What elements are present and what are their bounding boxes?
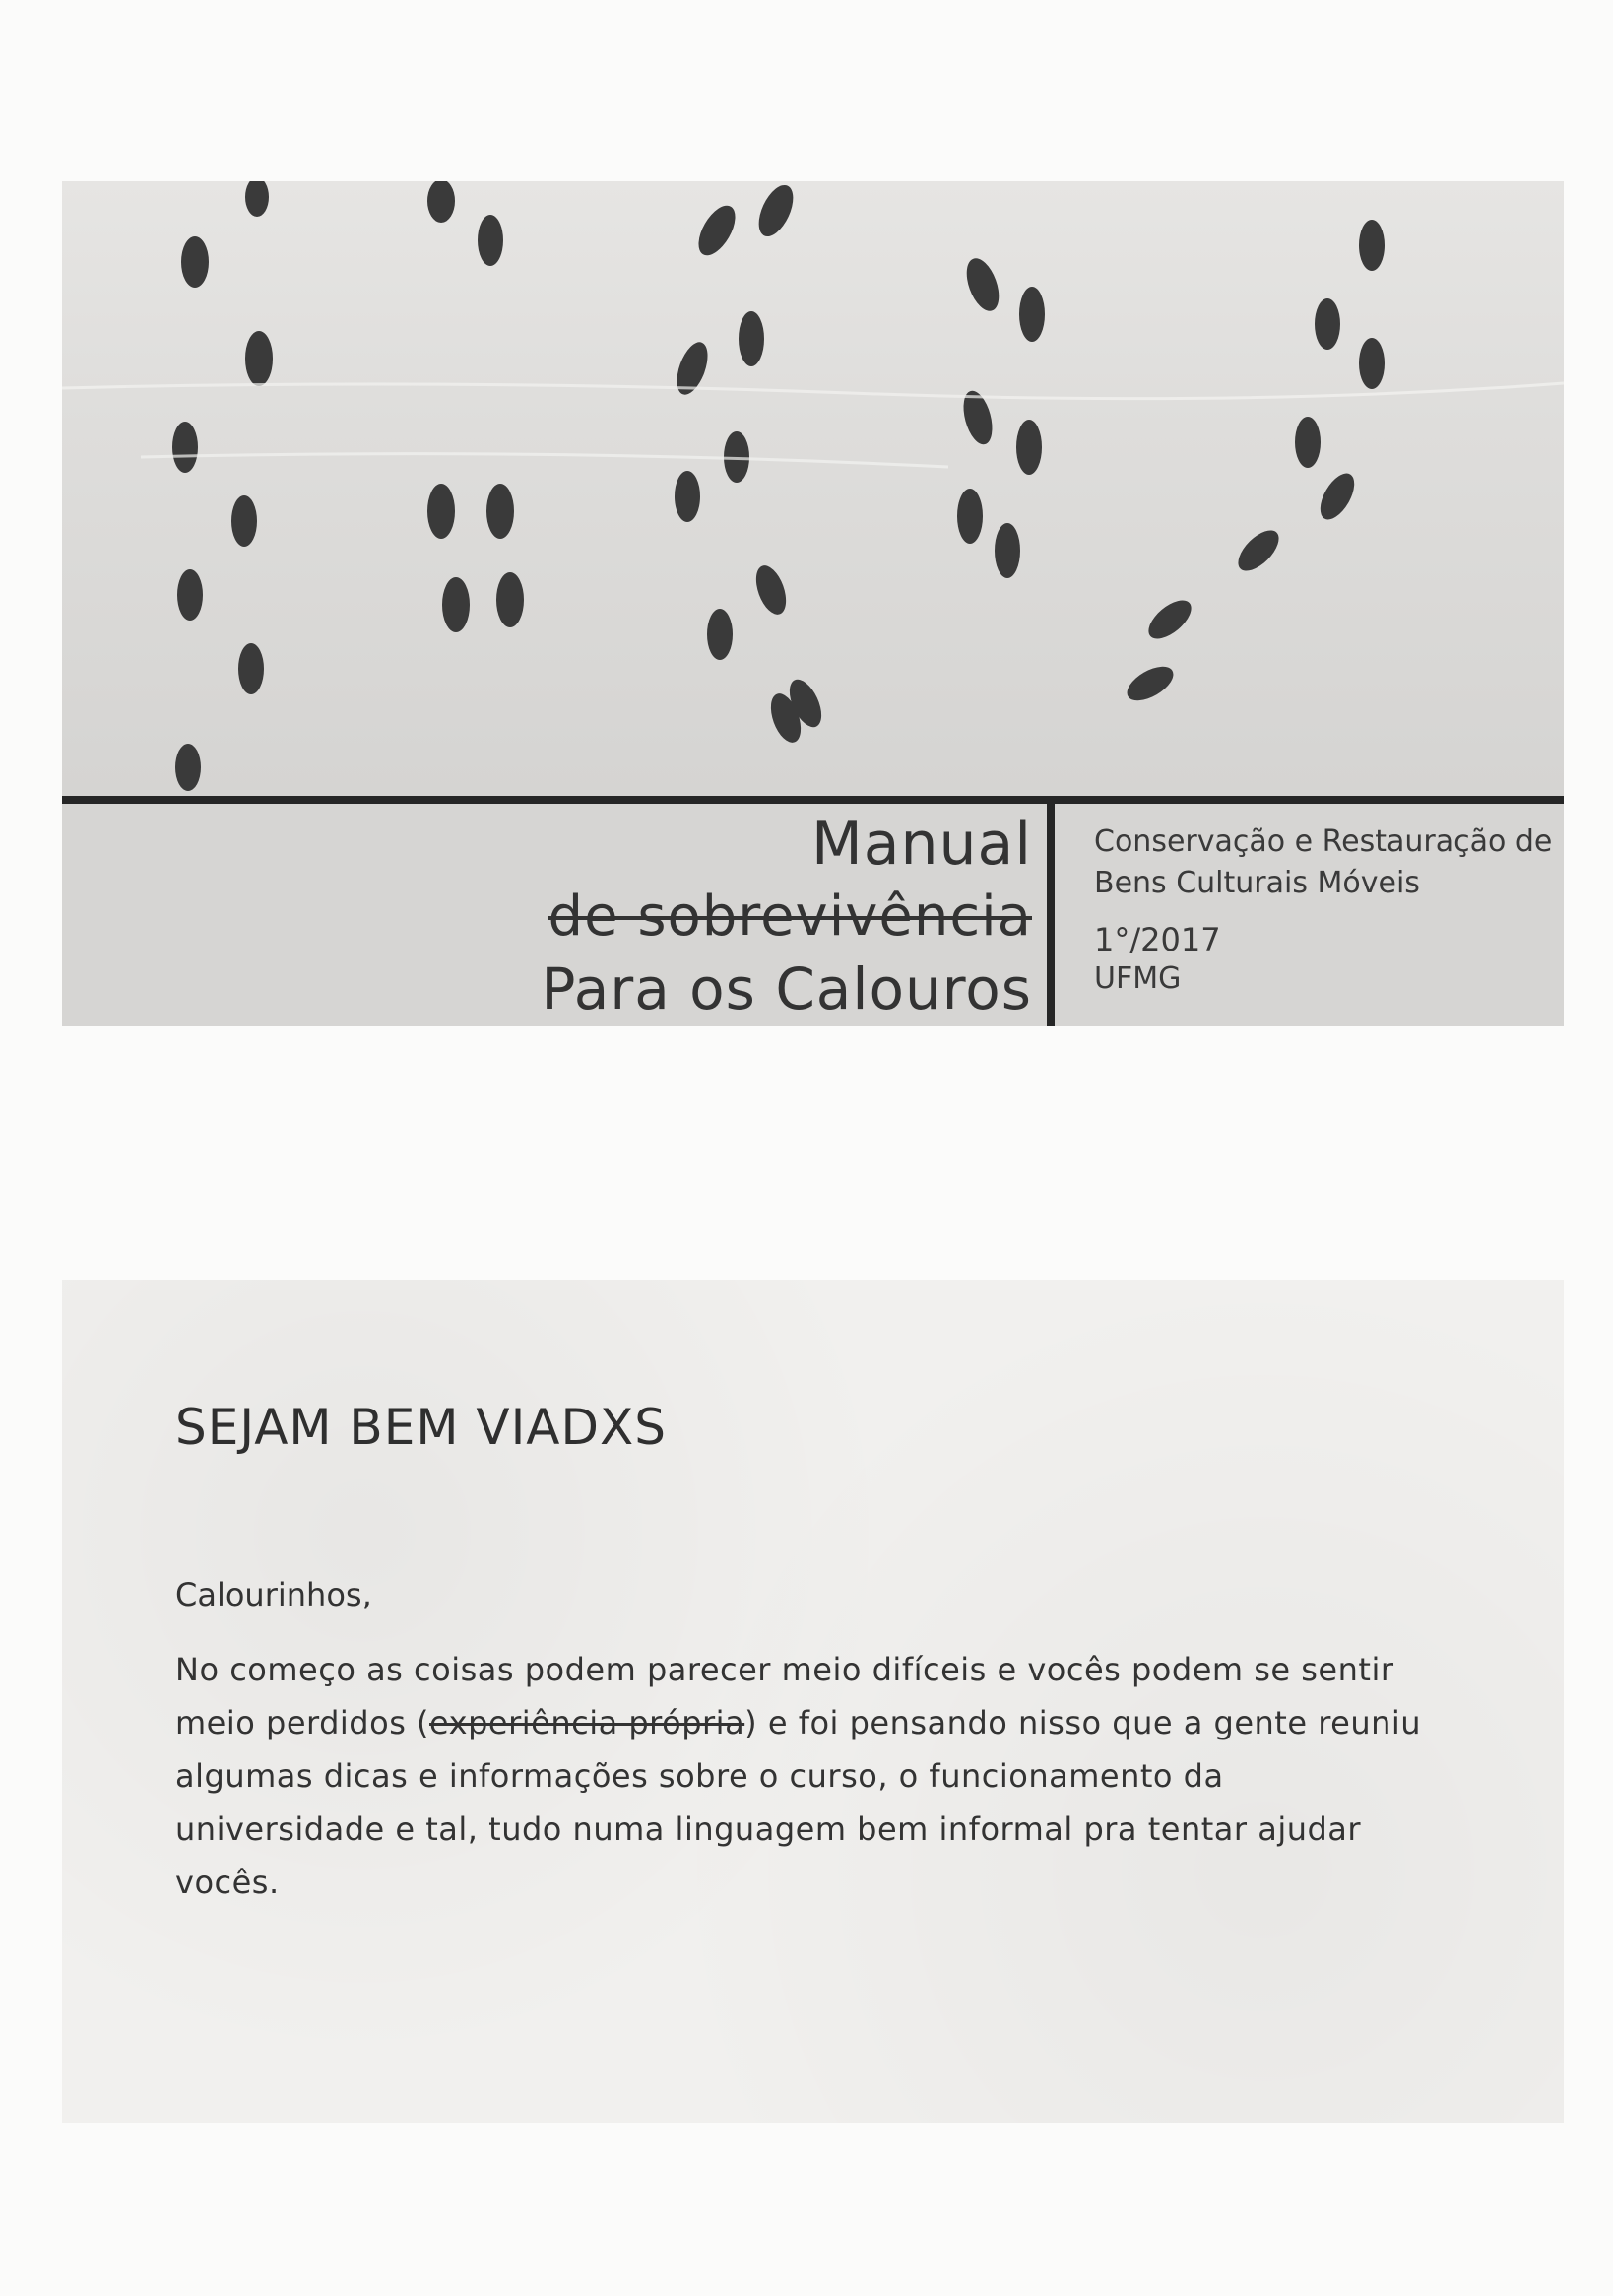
body-struck: experiência própria bbox=[429, 1704, 745, 1741]
footprint bbox=[427, 484, 455, 539]
footprint bbox=[995, 523, 1020, 578]
footprint bbox=[245, 331, 273, 386]
title-calouros: Para os Calouros bbox=[541, 955, 1032, 1022]
welcome-section bbox=[62, 1280, 1564, 2123]
title-struck: de sobrevivência bbox=[548, 885, 1032, 949]
footprint bbox=[496, 572, 524, 627]
footprint bbox=[1142, 593, 1198, 645]
cover-banner bbox=[62, 181, 1564, 1026]
footprint bbox=[1315, 298, 1340, 350]
semester: 1°/2017 bbox=[1094, 921, 1221, 958]
footprint bbox=[1314, 468, 1362, 525]
course-name-line2: Bens Culturais Móveis bbox=[1094, 866, 1420, 900]
greeting: Calourinhos, bbox=[175, 1576, 372, 1613]
footprint bbox=[238, 643, 264, 694]
cover-title bbox=[541, 806, 1032, 1026]
footprint bbox=[442, 577, 470, 632]
divider-vertical bbox=[1047, 804, 1055, 1026]
footprint bbox=[172, 422, 198, 473]
footprint bbox=[245, 181, 269, 217]
footprint bbox=[739, 311, 764, 366]
footprint bbox=[231, 495, 257, 547]
footprint bbox=[750, 561, 792, 619]
title-manual: Manual bbox=[810, 810, 1032, 879]
footprints-photo bbox=[62, 181, 1564, 796]
footprint bbox=[707, 609, 733, 660]
footprint bbox=[960, 254, 1004, 315]
footprint bbox=[957, 489, 983, 544]
divider-horizontal bbox=[62, 796, 1564, 804]
footprints-icon bbox=[62, 181, 1564, 796]
footprint bbox=[1295, 417, 1321, 468]
footprint bbox=[177, 569, 203, 621]
footprint bbox=[181, 236, 209, 288]
footprint bbox=[478, 215, 503, 266]
university: UFMG bbox=[1094, 961, 1182, 996]
body-part2: ) e foi pensando nisso que a gente reuniu algumas dicas e informações sobre o curso, o funcionamento da universidade e tal, tudo numa linguagem bem informal pra tentar ajudar vocês. bbox=[175, 1704, 1422, 1901]
footprint bbox=[486, 484, 514, 539]
welcome-body bbox=[175, 1643, 1436, 1909]
footprint bbox=[675, 471, 700, 522]
course-info bbox=[1094, 821, 1552, 997]
footprint bbox=[1019, 287, 1045, 342]
footprint bbox=[751, 181, 800, 241]
footprint bbox=[427, 181, 455, 223]
body-part1: No começo as coisas podem parecer meio difíceis e vocês podem se sentir meio perdidos ( bbox=[175, 1651, 1394, 1741]
course-name-line1: Conservação e Restauração de bbox=[1094, 824, 1553, 859]
footprint bbox=[1231, 523, 1285, 577]
footprint bbox=[1016, 420, 1042, 475]
footprint bbox=[1359, 220, 1385, 271]
welcome-heading: SEJAM BEM VIADXS bbox=[175, 1399, 668, 1456]
footprint bbox=[1359, 338, 1385, 389]
footprint bbox=[1122, 660, 1179, 708]
footprint bbox=[691, 200, 742, 261]
footprint bbox=[175, 744, 201, 791]
